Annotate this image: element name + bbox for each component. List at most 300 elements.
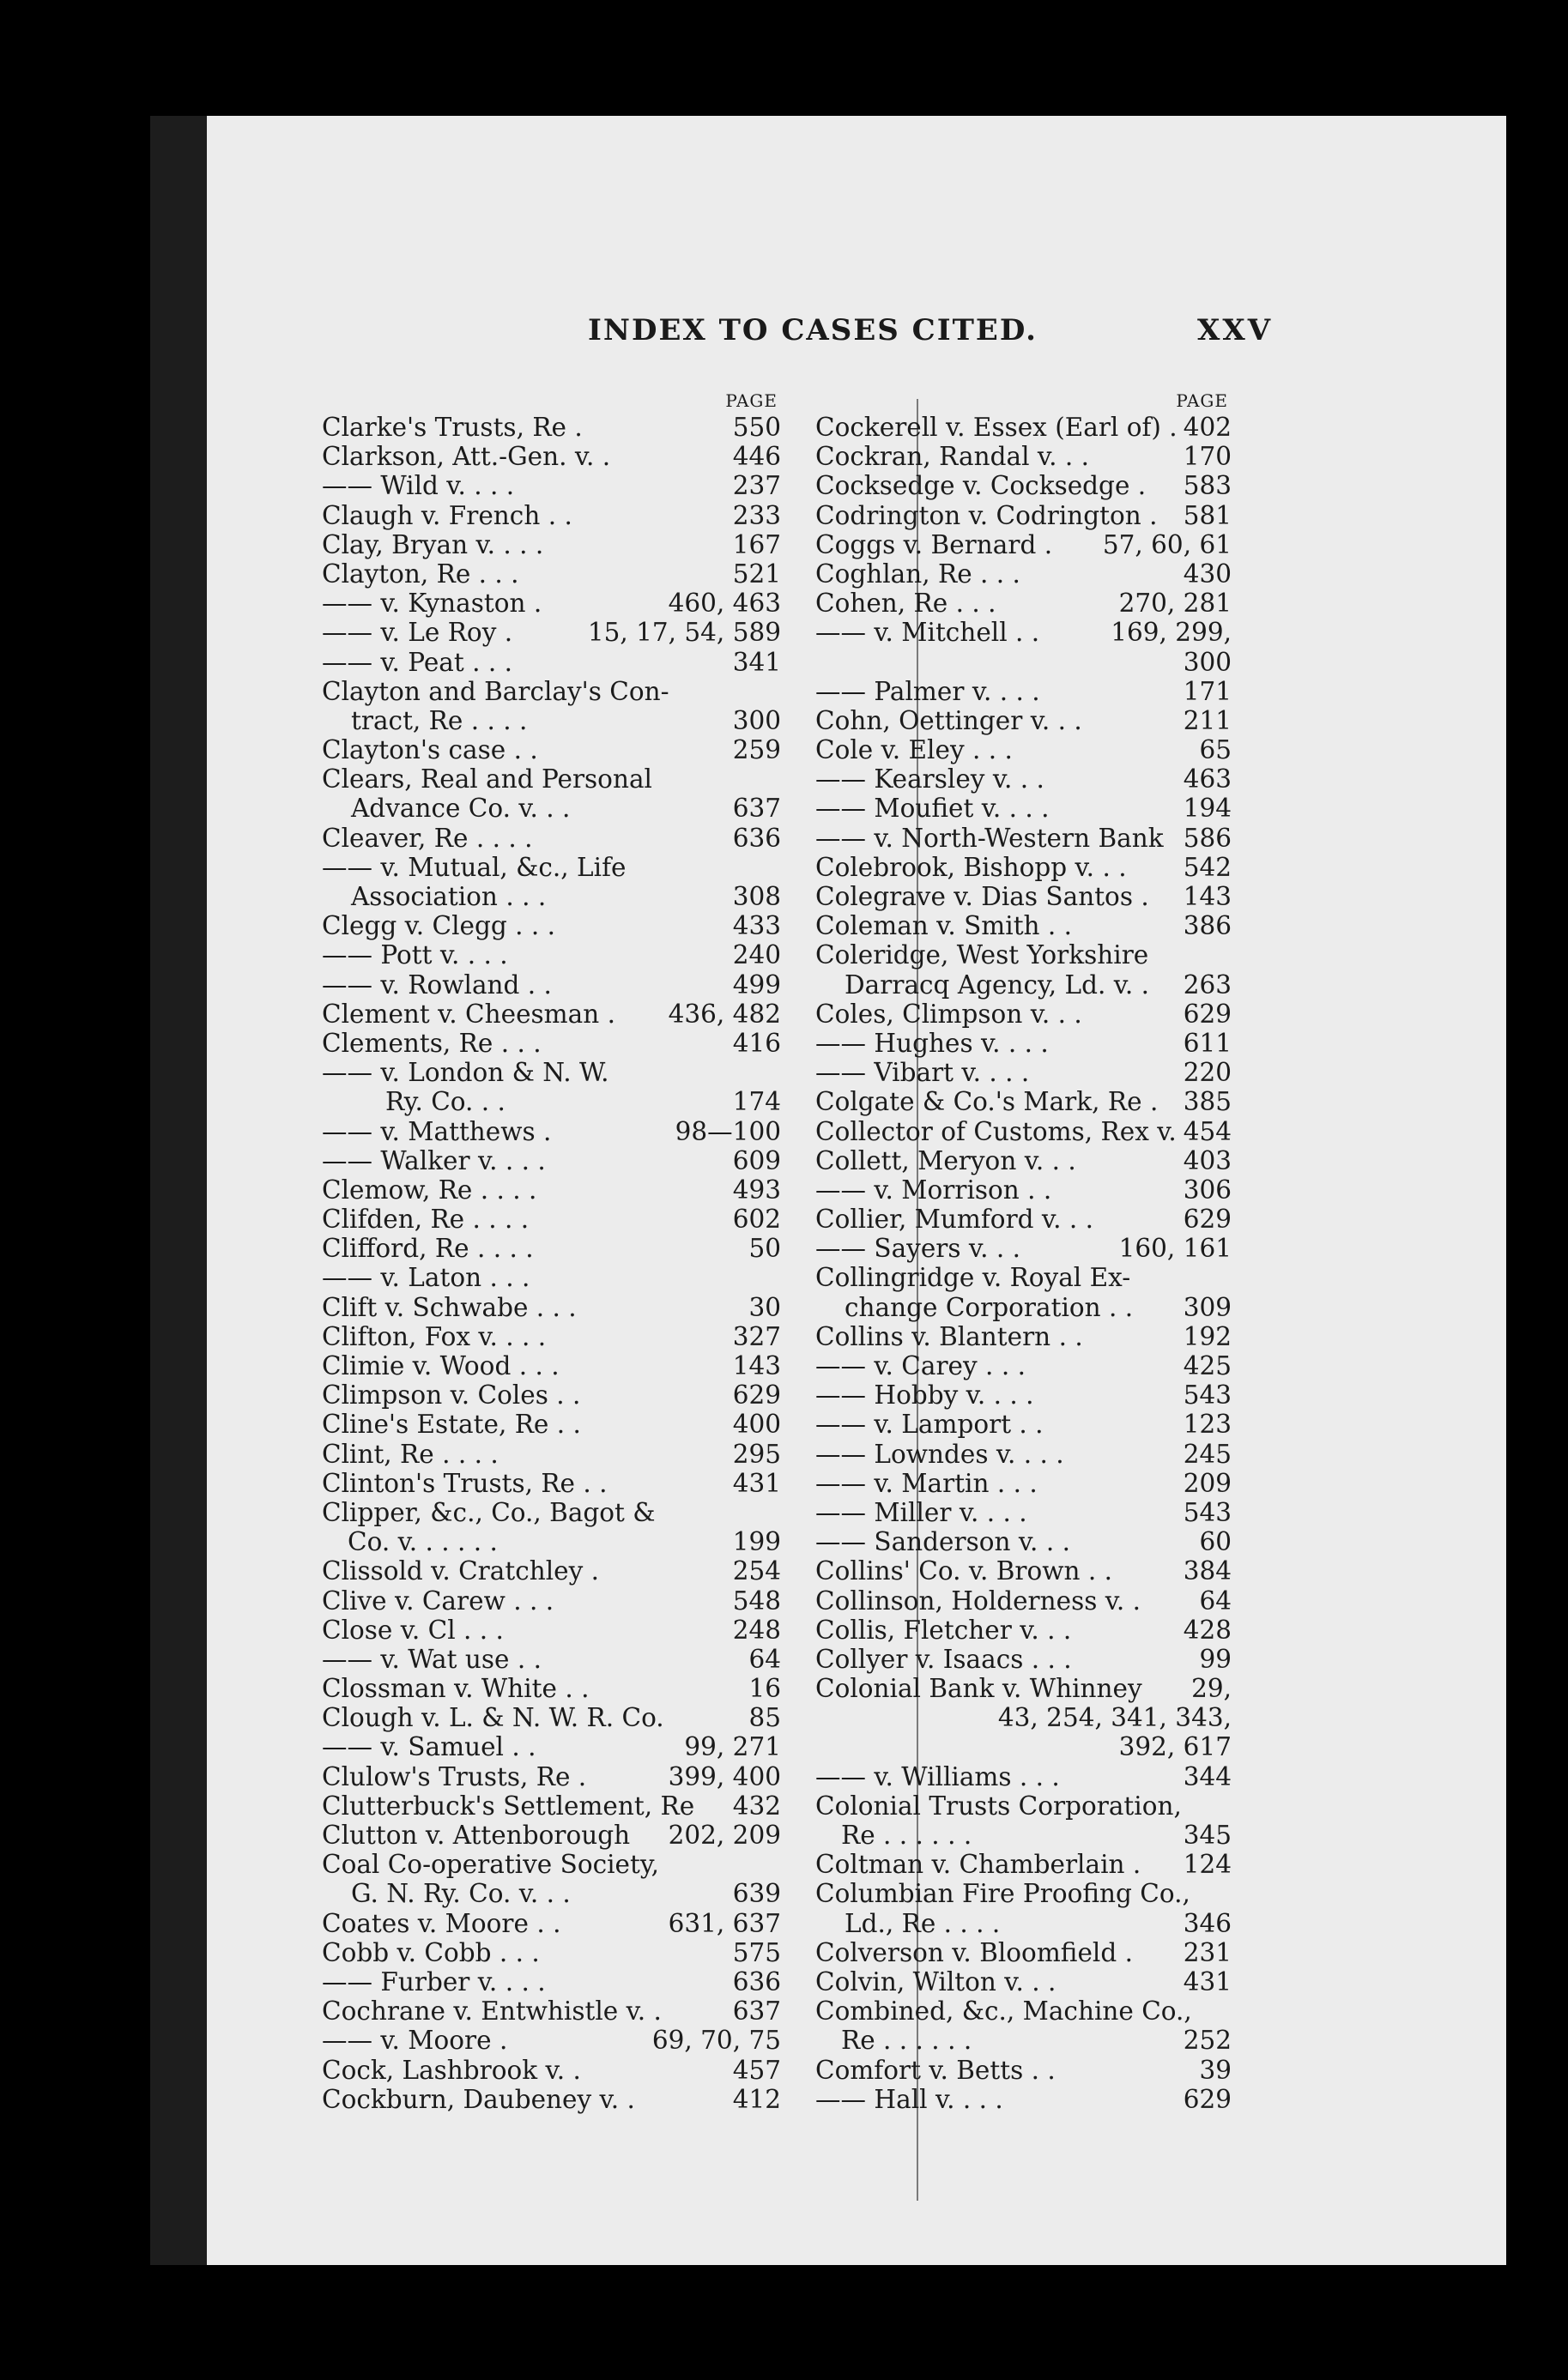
- page-reference: 629: [730, 1380, 781, 1410]
- index-entry-row: [815, 1380, 1232, 1410]
- index-entry-row: [322, 1850, 781, 1879]
- page-reference: 550: [730, 413, 781, 442]
- case-name: Cock, Lashbrook v. .: [322, 2055, 581, 2085]
- page-reference: 263: [1180, 970, 1232, 1000]
- page-reference: 636: [730, 1967, 781, 1996]
- index-entry-row: [815, 940, 1232, 970]
- case-name: Coggs v. Bernard .: [815, 529, 1053, 559]
- case-name: Collyer v. Isaacs . . .: [815, 1644, 1072, 1674]
- case-name: G. N. Ry. Co. v. . .: [351, 1879, 571, 1909]
- case-name: —— v. Lamport . .: [815, 1410, 1044, 1440]
- case-name: Co. v. . . . . .: [348, 1527, 498, 1557]
- case-name: Clifford, Re . . . .: [322, 1234, 534, 1264]
- page-spine-shadow: [150, 116, 207, 2265]
- index-entry-row: [815, 1205, 1232, 1234]
- page-reference: 586: [1180, 824, 1232, 853]
- index-entry-row: [815, 1967, 1232, 1996]
- index-entry-row: [322, 442, 781, 471]
- case-name: Clipper, &c., Co., Bagot &: [322, 1497, 656, 1527]
- index-entry-row: [322, 882, 781, 911]
- case-name: Clegg v. Clegg . . .: [322, 911, 556, 941]
- index-entry-row: [322, 530, 781, 559]
- index-entry-row: [815, 677, 1232, 706]
- case-name: —— v. North-Western Bank: [815, 823, 1164, 853]
- index-entry-row: [815, 1175, 1232, 1205]
- case-name: —— v. Laton . . .: [322, 1263, 530, 1293]
- case-name: Coleridge, West Yorkshire: [815, 940, 1149, 970]
- page-title: INDEX TO CASES CITED.: [588, 313, 1038, 347]
- index-entry-row: [322, 1380, 781, 1410]
- page-reference: 169, 299,: [1107, 618, 1232, 647]
- page-reference: 346: [1180, 1909, 1232, 1938]
- index-entry-row: [815, 1674, 1232, 1703]
- case-name: Cockran, Randal v. . .: [815, 442, 1089, 472]
- index-entry-row: [815, 911, 1232, 940]
- case-name: —— Hobby v. . . .: [815, 1380, 1034, 1410]
- index-entry-row: [322, 2026, 781, 2055]
- page-reference: 454: [1180, 1117, 1232, 1146]
- case-name: —— Walker v. . . .: [322, 1145, 546, 1175]
- index-entry-row: [322, 1645, 781, 1674]
- case-name: Close v. Cl . . .: [322, 1615, 504, 1645]
- case-name: Clissold v. Cratchley .: [322, 1556, 600, 1586]
- index-entry-row: [815, 1616, 1232, 1645]
- index-entry-row: [322, 1351, 781, 1380]
- index-entry-row: [322, 501, 781, 530]
- index-entry-row: [322, 1175, 781, 1205]
- index-entry-row: [322, 1146, 781, 1175]
- page-reference: 64: [1196, 1586, 1232, 1616]
- case-name: Association . . .: [351, 882, 547, 911]
- case-name: Coal Co-operative Society,: [322, 1850, 659, 1880]
- index-entry-row: [815, 589, 1232, 618]
- index-entry-row: [815, 2056, 1232, 2085]
- page-reference: 639: [730, 1879, 781, 1908]
- case-name: Cockerell v. Essex (Earl of) .: [815, 413, 1178, 442]
- case-name: Claugh v. French . .: [322, 500, 572, 530]
- case-name: —— Lowndes v. . . .: [815, 1439, 1064, 1469]
- index-entry-row: [322, 2056, 781, 2085]
- case-name: Clive v. Carew . . .: [322, 1586, 554, 1616]
- index-entry-row: [322, 1000, 781, 1029]
- index-entry-row: [815, 1029, 1232, 1058]
- case-name: Clough v. L. & N. W. R. Co.: [322, 1703, 664, 1733]
- case-name: Clutton v. Attenborough: [322, 1821, 631, 1850]
- case-name: Ry. Co. . .: [385, 1087, 506, 1117]
- index-entry-row: [815, 882, 1232, 911]
- index-entry-row: [815, 1645, 1232, 1674]
- case-name: Cocksedge v. Cocksedge .: [815, 471, 1147, 501]
- case-name: Combined, &c., Machine Co.,: [815, 1996, 1192, 2027]
- index-entry-row: [815, 1527, 1232, 1556]
- page-reference: 460, 463: [665, 589, 781, 618]
- case-name: —— Sayers v. . .: [815, 1234, 1020, 1264]
- case-name: Climie v. Wood . . .: [322, 1351, 560, 1380]
- page-reference: 575: [730, 1938, 781, 1967]
- index-entry-row: [322, 1410, 781, 1439]
- index-entry-row: [322, 2085, 781, 2114]
- page-reference: 602: [730, 1205, 781, 1234]
- index-entry-row: [815, 1850, 1232, 1879]
- case-name: Coates v. Moore . .: [322, 1908, 561, 1938]
- page-reference: 542: [1180, 853, 1232, 882]
- page-reference: 327: [730, 1322, 781, 1351]
- page-reference: 436, 482: [665, 1000, 781, 1029]
- case-name: —— v. Carey . . .: [815, 1351, 1026, 1380]
- case-name: Clears, Real and Personal: [322, 764, 652, 794]
- case-name: —— Hall v. . . .: [815, 2084, 1003, 2114]
- case-name: Advance Co. v. . .: [351, 794, 571, 824]
- case-name: —— v. Williams . . .: [815, 1761, 1060, 1791]
- case-name: Coltman v. Chamberlain .: [815, 1850, 1141, 1880]
- index-entry-row: [322, 618, 781, 647]
- index-entry-row: [322, 824, 781, 853]
- page-reference: 194: [1180, 794, 1232, 823]
- index-entry-row: [815, 1087, 1232, 1116]
- index-entry-row: [322, 735, 781, 764]
- index-entry-row: [815, 2085, 1232, 2114]
- case-name: —— Wild v. . . .: [322, 471, 515, 501]
- index-entry-row: [815, 1909, 1232, 1938]
- index-entry-row: [815, 1732, 1232, 1761]
- page-reference: 65: [1196, 735, 1232, 764]
- case-name: —— v. London & N. W.: [322, 1058, 609, 1088]
- page-reference: 143: [1180, 882, 1232, 911]
- index-entry-row: [815, 413, 1232, 442]
- case-name: Clift v. Schwabe . . .: [322, 1292, 577, 1322]
- index-entry-row: [322, 970, 781, 1000]
- index-entry-row: [815, 1938, 1232, 1967]
- case-name: Colebrook, Bishopp v. . .: [815, 852, 1127, 882]
- index-entry-row: [322, 589, 781, 618]
- page-reference: 431: [1180, 1967, 1232, 1996]
- index-entry-row: [322, 1791, 781, 1821]
- case-name: Collins v. Blantern . .: [815, 1321, 1083, 1351]
- index-entry-row: [815, 706, 1232, 735]
- page-reference: 384: [1180, 1556, 1232, 1586]
- case-name: —— v. Peat . . .: [322, 647, 512, 677]
- page-reference: 209: [1180, 1469, 1232, 1498]
- page-reference: 192: [1180, 1322, 1232, 1351]
- case-name: Columbian Fire Proofing Co.,: [815, 1879, 1190, 1909]
- case-name: Colverson v. Bloomfield .: [815, 1937, 1134, 1967]
- case-name: Cohen, Re . . .: [815, 589, 996, 619]
- index-entry-row: [322, 1938, 781, 1967]
- case-name: Collingridge v. Royal Ex-: [815, 1263, 1131, 1293]
- page-reference: 521: [730, 559, 781, 589]
- page-reference: 123: [1180, 1410, 1232, 1439]
- right-index-column: [815, 390, 1232, 2114]
- page-reference: 386: [1180, 911, 1232, 940]
- index-entry-row: [815, 824, 1232, 853]
- index-entry-row: [815, 559, 1232, 589]
- page-reference: 403: [1180, 1146, 1232, 1175]
- case-name: Clifton, Fox v. . . .: [322, 1321, 547, 1351]
- page-reference: 98—100: [672, 1117, 781, 1146]
- case-name: Cline's Estate, Re . .: [322, 1410, 581, 1440]
- index-entry-row: [815, 1410, 1232, 1439]
- case-name: Clemow, Re . . . .: [322, 1175, 537, 1205]
- page-reference: 60: [1196, 1527, 1232, 1556]
- index-entry-row: [815, 970, 1232, 1000]
- index-entry-row: [815, 735, 1232, 764]
- page-reference: 629: [1180, 2085, 1232, 2114]
- page-reference: 64: [745, 1645, 781, 1674]
- page-reference: 402: [1180, 413, 1232, 442]
- page-reference: 50: [745, 1234, 781, 1263]
- index-entry-row: [815, 1469, 1232, 1498]
- index-entry-row: [322, 1029, 781, 1058]
- index-entry-row: [815, 1000, 1232, 1029]
- page-reference: 306: [1180, 1175, 1232, 1205]
- index-entry-row: [322, 1616, 781, 1645]
- index-entry-row: [322, 794, 781, 823]
- page-reference: 629: [1180, 1000, 1232, 1029]
- index-entry-row: [322, 1440, 781, 1469]
- index-entry-row: [322, 1703, 781, 1732]
- index-entry-row: [815, 1440, 1232, 1469]
- index-entry-row: [322, 1556, 781, 1586]
- index-entry-row: [322, 1762, 781, 1791]
- page-reference: 543: [1180, 1380, 1232, 1410]
- case-name: Collett, Meryon v. . .: [815, 1145, 1076, 1175]
- page-reference: 85: [745, 1703, 781, 1732]
- index-entry-row: [322, 1058, 781, 1087]
- page-reference: 400: [730, 1410, 781, 1439]
- case-name: Collector of Customs, Rex v.: [815, 1116, 1177, 1146]
- case-name: change Corporation . .: [845, 1292, 1134, 1322]
- index-entry-row: [815, 471, 1232, 500]
- page-reference: 29,: [1188, 1674, 1232, 1703]
- case-name: Cohn, Oettinger v. . .: [815, 705, 1082, 735]
- case-name: —— v. Kynaston .: [322, 589, 542, 619]
- case-name: Collinson, Holderness v. .: [815, 1586, 1141, 1616]
- page-reference: 57, 60, 61: [1099, 530, 1232, 559]
- index-entry-row: [322, 471, 781, 500]
- case-name: Colonial Bank v. Whinney: [815, 1674, 1142, 1704]
- page-reference: 385: [1180, 1087, 1232, 1116]
- index-entry-row: [815, 1586, 1232, 1616]
- page-reference: 231: [1180, 1938, 1232, 1967]
- case-name: —— Vibart v. . . .: [815, 1058, 1030, 1088]
- case-name: —— Kearsley v. . .: [815, 764, 1044, 794]
- index-entry-row: [322, 648, 781, 677]
- page-reference: 581: [1180, 501, 1232, 530]
- case-name: Collins' Co. v. Brown . .: [815, 1556, 1113, 1586]
- case-name: Clement v. Cheesman .: [322, 999, 615, 1029]
- index-entry-row: [322, 1967, 781, 1996]
- index-entry-row: [322, 1732, 781, 1761]
- case-name: Colgate & Co.'s Mark, Re .: [815, 1087, 1159, 1117]
- case-name: Coleman v. Smith . .: [815, 911, 1073, 941]
- case-name: —— v. Le Roy .: [322, 618, 513, 648]
- case-name: Clements, Re . . .: [322, 1028, 542, 1058]
- page-reference: 254: [730, 1556, 781, 1586]
- case-name: Colonial Trusts Corporation,: [815, 1791, 1182, 1821]
- page-reference: 548: [730, 1586, 781, 1616]
- page-reference: 308: [730, 882, 781, 911]
- case-name: —— v. Mitchell . .: [815, 618, 1040, 648]
- page-reference: 43, 254, 341, 343,: [995, 1703, 1232, 1732]
- index-entry-row: [815, 764, 1232, 794]
- index-entry-row: [815, 1293, 1232, 1322]
- case-name: Cole v. Eley . . .: [815, 735, 1013, 765]
- index-entry-row: [322, 1527, 781, 1556]
- case-name: —— Moufiet v. . . .: [815, 794, 1050, 824]
- case-name: —— Furber v. . . .: [322, 1966, 546, 1996]
- index-entry-row: [815, 853, 1232, 882]
- case-name: Comfort v. Betts . .: [815, 2055, 1056, 2085]
- page-reference: 143: [730, 1351, 781, 1380]
- case-name: Colegrave v. Dias Santos .: [815, 882, 1149, 911]
- case-name: Darracq Agency, Ld. v. .: [845, 970, 1150, 1000]
- case-name: Coghlan, Re . . .: [815, 559, 1020, 589]
- page-reference: 457: [730, 2056, 781, 2085]
- index-entry-row: [815, 1791, 1232, 1821]
- index-entry-row: [322, 559, 781, 589]
- index-entry-row: [322, 413, 781, 442]
- page-reference: 425: [1180, 1351, 1232, 1380]
- page-reference: 412: [730, 2085, 781, 2114]
- index-entry-row: [815, 2026, 1232, 2055]
- case-name: —— Palmer v. . . .: [815, 676, 1040, 706]
- case-name: —— Sanderson v. . .: [815, 1527, 1070, 1557]
- index-entry-row: [322, 677, 781, 706]
- case-name: Clint, Re . . . .: [322, 1439, 499, 1469]
- index-entry-row: [322, 1205, 781, 1234]
- case-name: Re . . . . . .: [841, 2026, 972, 2056]
- page-reference: 15, 17, 54, 589: [584, 618, 781, 647]
- page-reference: 629: [1180, 1205, 1232, 1234]
- page-reference: 493: [730, 1175, 781, 1205]
- case-name: Clarke's Trusts, Re .: [322, 413, 583, 442]
- case-name: Ld., Re . . . .: [845, 1908, 1001, 1938]
- case-name: Codrington v. Codrington .: [815, 500, 1158, 530]
- page-reference: 637: [730, 1996, 781, 2026]
- page-reference: 341: [730, 648, 781, 677]
- index-entry-row: [815, 1498, 1232, 1527]
- case-name: Cobb v. Cobb . . .: [322, 1937, 540, 1967]
- case-name: Cochrane v. Entwhistle v. .: [322, 1996, 662, 2027]
- index-entry-row: [322, 1586, 781, 1616]
- case-name: Clifden, Re . . . .: [322, 1205, 530, 1235]
- page-reference: 252: [1180, 2026, 1232, 2055]
- page-reference: 300: [1180, 648, 1232, 677]
- index-entry-row: [322, 853, 781, 882]
- page-reference: 237: [730, 471, 781, 500]
- index-entry-row: [322, 1879, 781, 1908]
- case-name: Clulow's Trusts, Re .: [322, 1761, 587, 1791]
- index-entry-row: [815, 1322, 1232, 1351]
- index-entry-row: [322, 1234, 781, 1263]
- page-reference: 431: [730, 1469, 781, 1498]
- index-entry-row: [815, 1821, 1232, 1850]
- index-entry-row: [815, 501, 1232, 530]
- running-header: [150, 313, 1506, 365]
- left-index-column: [322, 390, 781, 2114]
- index-entry-row: [322, 1087, 781, 1116]
- page-reference: 211: [1180, 706, 1232, 735]
- index-entry-row: [815, 1879, 1232, 1908]
- case-name: —— Miller v. . . .: [815, 1497, 1027, 1527]
- page-reference: 174: [730, 1087, 781, 1116]
- index-entry-row: [815, 1556, 1232, 1586]
- case-name: Re . . . . . .: [841, 1821, 972, 1850]
- page-column-label: PAGE: [1176, 390, 1228, 411]
- page-reference: 170: [1180, 442, 1232, 471]
- index-entry-row: [815, 1117, 1232, 1146]
- page-reference: 344: [1180, 1762, 1232, 1791]
- page-reference: 30: [745, 1293, 781, 1322]
- page-reference: 611: [1180, 1029, 1232, 1058]
- page-reference: 39: [1196, 2056, 1232, 2085]
- index-entry-row: [815, 1351, 1232, 1380]
- index-entry-row: [322, 1263, 781, 1292]
- index-entry-row: [815, 794, 1232, 823]
- page-reference: 430: [1180, 559, 1232, 589]
- page-reference: 499: [730, 970, 781, 1000]
- page-reference: 99: [1196, 1645, 1232, 1674]
- index-entry-row: [322, 1469, 781, 1498]
- page-reference: 300: [730, 706, 781, 735]
- page-reference: 233: [730, 501, 781, 530]
- index-entry-row: [322, 1909, 781, 1938]
- case-name: —— v. Mutual, &c., Life: [322, 852, 627, 882]
- index-entry-row: [322, 1996, 781, 2026]
- page-reference: 637: [730, 794, 781, 823]
- page-number: XXV: [1197, 313, 1274, 347]
- index-entry-row: [815, 648, 1232, 677]
- case-name: Clarkson, Att.-Gen. v. .: [322, 442, 611, 472]
- case-name: —— v. Martin . . .: [815, 1468, 1038, 1498]
- index-entry-row: [322, 764, 781, 794]
- case-name: Collis, Fletcher v. . .: [815, 1615, 1072, 1645]
- case-name: Collier, Mumford v. . .: [815, 1205, 1093, 1235]
- index-entry-row: [322, 1674, 781, 1703]
- case-name: Clossman v. White . .: [322, 1674, 590, 1704]
- index-entry-row: [322, 706, 781, 735]
- page-reference: 160, 161: [1116, 1234, 1232, 1263]
- page-reference: 199: [730, 1527, 781, 1556]
- page-reference: 295: [730, 1440, 781, 1469]
- case-name: Climpson v. Coles . .: [322, 1380, 581, 1410]
- page-reference: 432: [730, 1791, 781, 1821]
- index-entry-row: [322, 1293, 781, 1322]
- page-reference: 463: [1180, 764, 1232, 794]
- case-name: —— v. Morrison . .: [815, 1175, 1052, 1205]
- index-entry-row: [322, 1821, 781, 1850]
- case-name: Clutterbuck's Settlement, Re: [322, 1791, 695, 1821]
- index-entry-row: [322, 1117, 781, 1146]
- index-entry-row: [815, 1762, 1232, 1791]
- index-entry-row: [815, 1234, 1232, 1263]
- page-reference: 428: [1180, 1616, 1232, 1645]
- case-name: —— Hughes v. . . .: [815, 1028, 1049, 1058]
- page-reference: 392, 617: [1116, 1732, 1232, 1761]
- page-reference: 16: [745, 1674, 781, 1703]
- index-entry-row: [815, 1703, 1232, 1732]
- page-reference: 416: [730, 1029, 781, 1058]
- page-reference: 124: [1180, 1850, 1232, 1879]
- case-name: Clayton's case . .: [322, 735, 538, 765]
- page-reference: 270, 281: [1116, 589, 1232, 618]
- page-reference: 99, 271: [681, 1732, 781, 1761]
- page-reference: 259: [730, 735, 781, 764]
- index-entry-row: [815, 530, 1232, 559]
- page-reference: 399, 400: [665, 1762, 781, 1791]
- case-name: tract, Re . . . .: [351, 705, 528, 735]
- page-reference: 245: [1180, 1440, 1232, 1469]
